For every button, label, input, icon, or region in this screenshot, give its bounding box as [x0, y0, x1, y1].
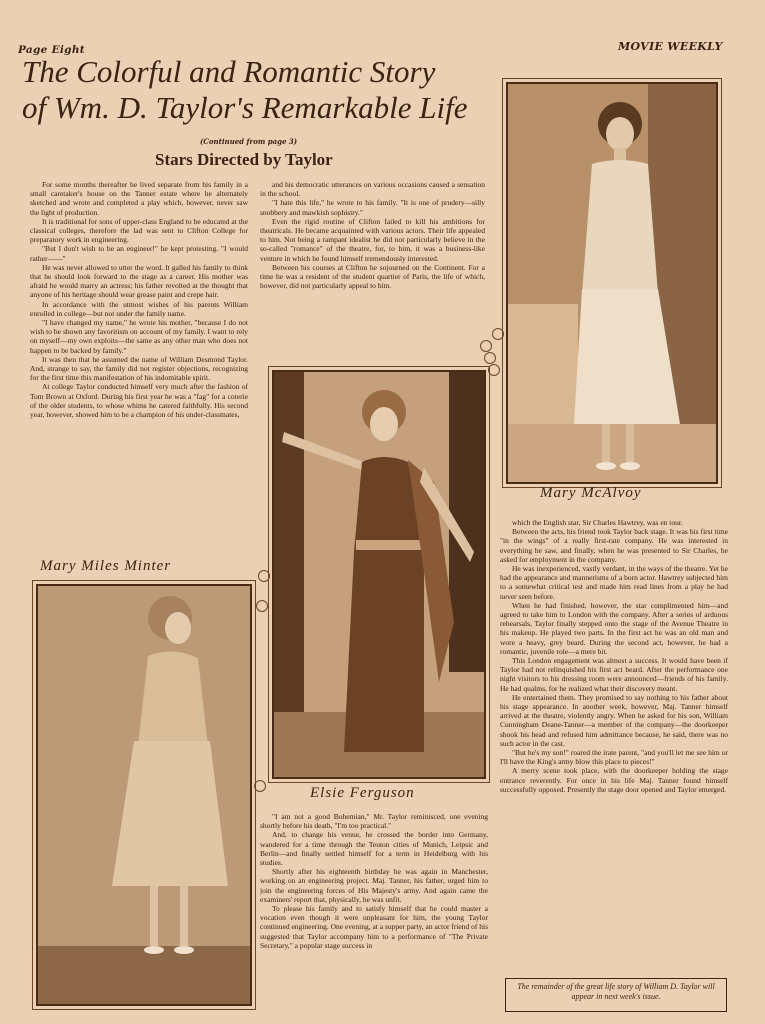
article-column-3: [260, 812, 488, 1022]
photo-image: [508, 84, 716, 482]
paragraph: And, to change his venue, he crossed the border into Germany, wandered for a time through the Teuton cities of Munich, Leipsic and Berlin—and finally settled himself for a term in Heidelburg with his studies.: [260, 830, 488, 868]
paragraph: A merry scene took place, with the doorkeeper holding the stage entrance reverently. For once in his life Maj. Tanner found himself successfully opposed. Presently the stage door opened and Taylor emerged.: [500, 766, 728, 794]
decorative-scallop: [484, 352, 496, 364]
decorative-scallop: [256, 600, 268, 612]
continued-note: (Continued from page 3): [200, 137, 298, 146]
paragraph: Shortly after his eighteenth birthday he was again in Manchester, working on an engineering project. Maj. Tanner, his father, urged him to join the engineering forces of His Majesty's army. And again came the examiners' report that, physically, he was unfit.: [260, 867, 488, 904]
decorative-scallop: [480, 340, 492, 352]
section-heading: Stars Directed by Taylor: [155, 150, 333, 169]
photo-mary-mcalvoy: [506, 82, 718, 484]
page-number: Page Eight: [18, 44, 85, 56]
article-column-1: [30, 180, 248, 552]
paragraph: "But he's my son!" roared the irate parent, "and you'll let me see him or I'll have the King's army blow this place to pieces!": [500, 748, 728, 767]
paragraph: For some months thereafter he lived separate from his family in a small caretaker's house on the Tanner estate where he alternately sketched and wrote and completed a play which, however, never saw the light of production.: [30, 180, 248, 217]
paragraph: When he had finished, however, the star complimented him—and agreed to take him to London with the company. After a series of arduous rehearsals, Taylor finally stepped onto the stage of the Avenue Theatre in his makeup. He played two parts. In the first act he was an old man and wore a heavy, grey beard. During the second act, however, he had a romantic, juvenile role—a mere bit.: [500, 600, 728, 656]
photo-image: [38, 586, 250, 1004]
article-title-line-2: of Wm. D. Taylor's Remarkable Life: [22, 90, 468, 125]
continuation-note: The remainder of the great life story of William D. Taylor will appear in next week's issue.: [505, 978, 727, 1012]
photo-elsie-ferguson: [272, 370, 486, 779]
paragraph: He was inexperienced, vastly verdant, in the ways of the theatre. Yet he had the appearance and mannerisms of a born actor. Hawtrey subjected him to a somewhat critical test and made him read lines from a play he had never seen before.: [500, 564, 728, 601]
caption-elsie-ferguson: Elsie Ferguson: [310, 785, 415, 801]
publication-name: MOVIE WEEKLY: [618, 40, 723, 53]
caption-mary-mcalvoy: Mary McAlvoy: [540, 485, 642, 501]
paragraph: "But I don't wish to be an engineer!" he kept protesting. "I would rather——": [30, 244, 248, 263]
paragraph: To please his family and to satisfy himself that he could master a vocation even though it were unpleasant for him, the young Taylor continued engineering. One evening, at a supper party, an actor friend of his suggested that Taylor accompany him to a performance of "The Private Secretary," a popular stage success in: [260, 904, 488, 950]
photo-mary-miles-minter: [36, 584, 252, 1006]
decorative-scallop: [492, 328, 504, 340]
paragraph: "I have changed my name," he wrote his mother, "because I do not wish to be shown any favoritism on account of my family. I want to rely on myself—my own exploits—the same as any other man who does not happen to be backed by family.": [30, 318, 248, 355]
article-column-2: [260, 180, 485, 358]
decorative-scallop: [488, 364, 500, 376]
article-title-line-1: The Colorful and Romantic Story: [22, 54, 436, 89]
caption-mary-miles-minter: Mary Miles Minter: [40, 558, 172, 574]
paragraph: This London engagement was almost a success. It would have been if Taylor had not relinquished his first act beard. After the performance one night visitors to his dressing room were announced—friends of his family. He had qualms, for he realized what their discovery meant.: [500, 656, 728, 693]
decorative-scallop: [258, 570, 270, 582]
decorative-scallop: [254, 780, 266, 792]
paragraph: He entertained them. They promised to say nothing to his father about his stage appearance. In another week, however, Maj. Tanner himself arrived at the theatre, violently angry. When he asked for his son, William Cunningham Deane-Tanner—a member of the company—the doorkeeper shook his head and refused him admittance because, he said, there was no such actor in the cast.: [500, 692, 728, 748]
paragraph: In accordance with the utmost wishes of his parents William enrolled in college—but not under the family name.: [30, 299, 248, 318]
article-column-4: [500, 518, 728, 968]
paragraph: He was never allowed to utter the word. It galled his family to think that he should look forward to the stage as a career. His mother was afraid he would marry an actress; his father revolted at the thought that anyone of his heritage should wear grease paint and crepe hair.: [30, 262, 248, 300]
paragraph: "I am not a good Bohemian," Mr. Taylor reminisced, one evening shortly before his death, "I'm too practical.": [260, 812, 488, 831]
paragraph: At college Taylor conducted himself very much after the fashion of Tom Brown at Oxford. During his first year he was a "fag" for a coterie of the older students, to whose whims he catered faithfully. His second year, however, showed him to be a champion of his under-classmates,: [30, 382, 248, 420]
paragraph: Between the acts, his friend took Taylor back stage. It was his first time "in the wings" of a really first-rate company. He was interested in everything he saw, and finally, when he was presented to Sir Charles, he asked for employment in the company.: [500, 527, 728, 564]
paragraph: Even the rigid routine of Clifton failed to kill his ambitions for theatricals. He became acquainted with various actors. Their life appealed to him. Not being a rampant idealist he did not particularly believe in the so-called "romance" of the theatre, for, to him, it was a business-like venture in which he found himself tremendously interested.: [260, 216, 485, 263]
paragraph: which the English star, Sir Charles Hawtrey, was en tour.: [512, 518, 683, 527]
paragraph: "I hate this life," he wrote to his family. "It is one of prudery—silly snobbery and mawkish sophistry.": [260, 198, 485, 217]
paragraph: Between his courses at Clifton he sojourned on the Continent. For a time he was a resident of the student quartier of Paris, the life of which, however, did not particularly appeal to him.: [260, 262, 485, 291]
paragraph: It is traditional for sons of upper-class England to be educated at the classical colleges, therefore the lad was sent to Clifton College for preparatory work in engineering.: [30, 216, 248, 245]
paragraph: and his democratic utterances on various occasions caused a sensation in the school.: [260, 180, 485, 199]
paragraph: It was then that he assumed the name of William Desmond Taylor. And, strange to say, the family did not register objections, recognizing for the first time this manifestation of his indomitable spirit.: [30, 354, 248, 383]
photo-image: [274, 372, 484, 777]
